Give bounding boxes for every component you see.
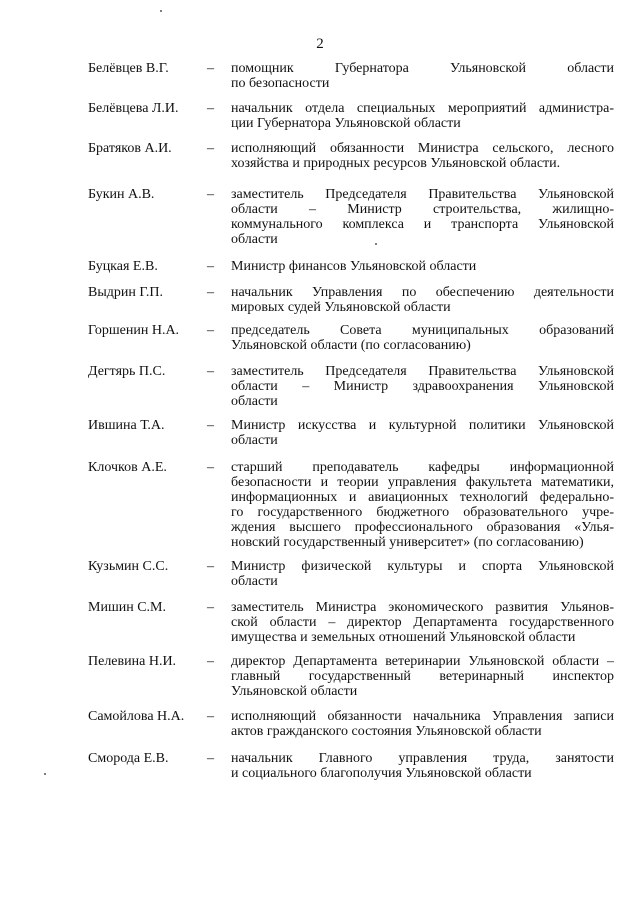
description-line: заместитель Председателя Правительства Ульяновской (231, 364, 614, 379)
separator-dash: – (207, 187, 214, 202)
separator-dash: – (207, 751, 214, 766)
separator-dash: – (207, 285, 214, 300)
separator-dash: – (207, 259, 214, 274)
description-line: помощник Губернатора Ульяновской области (231, 61, 614, 76)
description-line: начальник отдела специальных мероприятий администра- (231, 101, 614, 116)
position-description (231, 460, 614, 550)
position-description (231, 709, 614, 739)
position-description (231, 187, 614, 247)
separator-dash: – (207, 141, 214, 156)
description-line: имущества и земельных отношений Ульяновской области (231, 630, 576, 645)
separator-dash: – (207, 460, 214, 475)
person-name: Сморода Е.В. (88, 751, 169, 766)
description-line: старший преподаватель кафедры информационной (231, 460, 614, 475)
description-line: области (231, 394, 278, 409)
description-line: главный государственный ветеринарный инспектор (231, 669, 614, 684)
separator-dash: – (207, 709, 214, 724)
description-line: Ульяновской области (231, 684, 358, 699)
description-line: начальник Управления по обеспечению деятельности (231, 285, 614, 300)
scan-speck (375, 243, 377, 245)
position-description (231, 751, 614, 781)
person-name: Белёвцева Л.И. (88, 101, 179, 116)
separator-dash: – (207, 323, 214, 338)
description-line: области – Министр здравоохранения Ульяновской (231, 379, 614, 394)
person-name: Дегтярь П.С. (88, 364, 166, 379)
description-line: области – Министр строительства, жилищно- (231, 202, 614, 217)
scan-speck (160, 10, 162, 12)
person-name: Выдрин Г.П. (88, 285, 163, 300)
page-number: 2 (316, 36, 324, 52)
position-description (231, 141, 614, 171)
position-description (231, 418, 614, 448)
position-description (231, 323, 614, 353)
description-line: ции Губернатора Ульяновской области (231, 116, 461, 131)
position-description (231, 559, 614, 589)
description-line: области (231, 574, 278, 589)
separator-dash: – (207, 61, 214, 76)
separator-dash: – (207, 600, 214, 615)
description-line: коммунального комплекса и транспорта Ульяновской (231, 217, 614, 232)
description-line: начальник Главного управления труда, занятости (231, 751, 614, 766)
person-name: Горшенин Н.А. (88, 323, 180, 338)
position-description (231, 364, 614, 409)
description-line: ждения высшего профессионального образования «Улья- (231, 520, 614, 535)
scan-speck (44, 773, 46, 775)
person-name: Мишин С.М. (88, 600, 166, 615)
description-line: заместитель Председателя Правительства Ульяновской (231, 187, 614, 202)
separator-dash: – (207, 559, 214, 574)
separator-dash: – (207, 101, 214, 116)
person-name: Буцкая Е.В. (88, 259, 158, 274)
separator-dash: – (207, 364, 214, 379)
description-line: мировых судей Ульяновской области (231, 300, 451, 315)
description-line: области (231, 232, 278, 247)
description-line: информационных и авиационных технологий федерально- (231, 490, 614, 505)
position-description (231, 654, 614, 699)
person-name: Кузьмин С.С. (88, 559, 169, 574)
description-line: директор Департамента ветеринарии Ульяновской области – (231, 654, 614, 669)
description-line: актов гражданского состояния Ульяновской области (231, 724, 542, 739)
description-line: и социального благополучия Ульяновской области (231, 766, 532, 781)
description-line: области (231, 433, 278, 448)
description-line: го государственного бюджетного образовательного учре- (231, 505, 614, 520)
person-name: Белёвцев В.Г. (88, 61, 169, 76)
description-line: Министр искусства и культурной политики Ульяновской (231, 418, 614, 433)
person-name: Братяков А.И. (88, 141, 172, 156)
description-line: хозяйства и природных ресурсов Ульяновской области. (231, 156, 561, 171)
position-description (231, 259, 614, 274)
position-description (231, 61, 614, 91)
description-line: председатель Совета муниципальных образований (231, 323, 614, 338)
person-name: Букин А.В. (88, 187, 155, 202)
person-name: Самойлова Н.А. (88, 709, 185, 724)
description-line: безопасности и теории управления факультета математики, (231, 475, 614, 490)
description-line: новский государственный университет» (по согласованию) (231, 535, 584, 550)
description-line: Министр физической культуры и спорта Ульяновской (231, 559, 614, 574)
description-line: заместитель Министра экономического развития Ульянов- (231, 600, 614, 615)
position-description (231, 101, 614, 131)
description-line: исполняющий обязанности Министра сельского, лесного (231, 141, 614, 156)
person-name: Клочков А.Е. (88, 460, 167, 475)
person-name: Пелевина Н.И. (88, 654, 177, 669)
description-line: Ульяновской области (по согласованию) (231, 338, 471, 353)
separator-dash: – (207, 418, 214, 433)
description-line: исполняющий обязанности начальника Управления записи (231, 709, 614, 724)
description-line: по безопасности (231, 76, 330, 91)
separator-dash: – (207, 654, 214, 669)
description-line: ской области – директор Департамента государственного (231, 615, 614, 630)
position-description (231, 600, 614, 645)
description-line: Министр финансов Ульяновской области (231, 259, 477, 274)
position-description (231, 285, 614, 315)
person-name: Ившина Т.А. (88, 418, 165, 433)
